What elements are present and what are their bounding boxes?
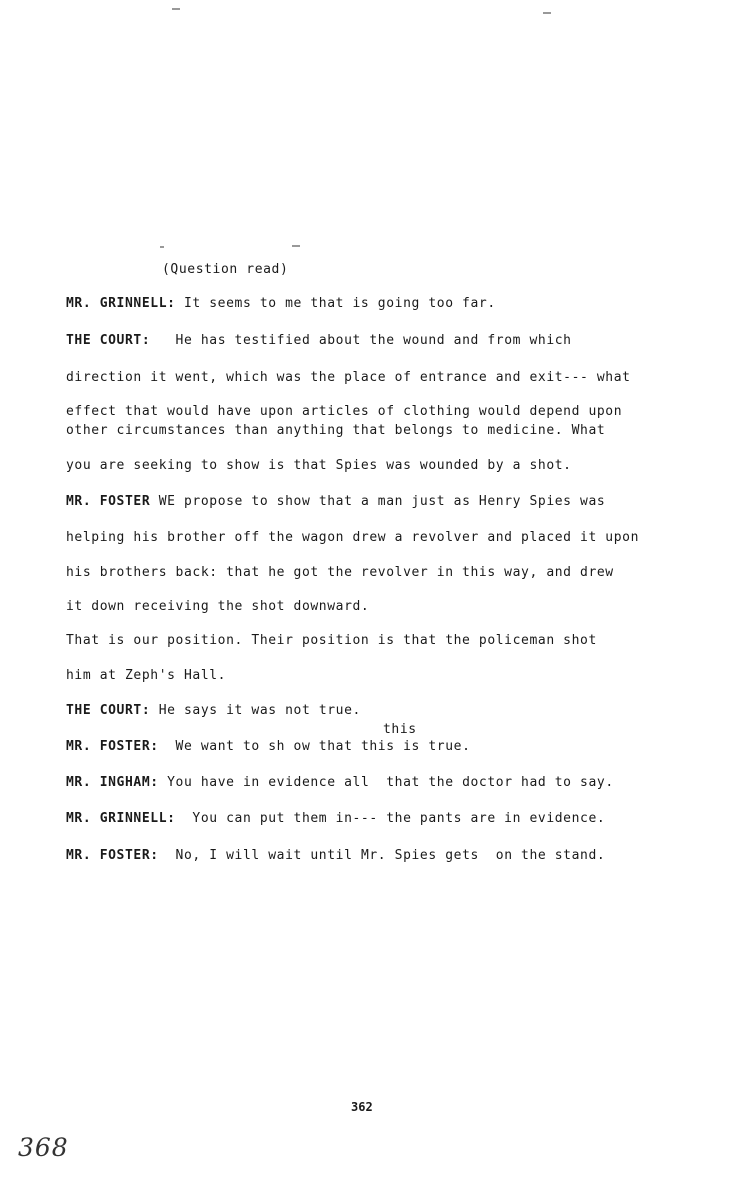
utterance-text: You have in evidence all that the doctor had to say.	[158, 775, 614, 790]
scan-speck	[292, 245, 300, 247]
speaker-label: MR. INGHAM:	[66, 775, 159, 790]
question-read-note: (Question read)	[162, 262, 289, 277]
transcript-line	[66, 423, 605, 439]
scan-speck	[160, 246, 164, 248]
utterance-text: him at Zeph's Hall.	[66, 668, 227, 683]
transcript-line	[66, 811, 605, 827]
transcript-line	[66, 404, 622, 420]
utterance-text: WE propose to show that a man just as Henry Spies was	[150, 494, 606, 509]
speaker-label: MR. FOSTER:	[66, 848, 159, 863]
speaker-label: THE COURT:	[66, 703, 151, 718]
transcript-line	[66, 333, 572, 349]
transcript-line	[66, 775, 614, 791]
utterance-text: effect that would have upon articles of clothing would depend upon	[66, 404, 623, 419]
transcript-line	[66, 494, 605, 510]
utterance-text: You can put them in--- the pants are in evidence.	[175, 811, 606, 826]
utterance-text: We want to sh ow that this is true.	[158, 739, 471, 754]
transcript-line	[66, 848, 605, 864]
utterance-text: you are seeking to show is that Spies was wounded by a shot.	[66, 458, 572, 473]
utterance-text: It seems to me that is going too far.	[175, 296, 496, 311]
transcript-line	[66, 296, 496, 312]
transcript-line	[66, 370, 631, 386]
transcript-line	[66, 633, 597, 649]
handwritten-page-number: 368	[18, 1133, 69, 1162]
utterance-text: He says it was not true.	[150, 703, 361, 718]
utterance-text: No, I will wait until Mr. Spies gets on the stand.	[158, 848, 606, 863]
scan-speck	[543, 12, 551, 14]
handwritten-insertion: this	[383, 722, 417, 737]
utterance-text: his brothers back: that he got the revolver in this way, and drew	[66, 565, 614, 580]
utterance-text: He has testified about the wound and from which	[150, 333, 572, 348]
scan-speck	[172, 8, 180, 10]
transcript-line	[66, 458, 572, 474]
transcript-line	[66, 565, 614, 581]
utterance-text: direction it went, which was the place of entrance and exit--- what	[66, 370, 631, 385]
transcript-line	[66, 703, 361, 719]
speaker-label: MR. FOSTER:	[66, 739, 159, 754]
transcript-line	[66, 530, 639, 546]
speaker-label: MR. GRINNELL:	[66, 811, 176, 826]
page-number: 362	[351, 1100, 373, 1114]
transcript-line	[66, 599, 369, 615]
speaker-label: THE COURT:	[66, 333, 151, 348]
speaker-label: MR. FOSTER	[66, 494, 151, 509]
transcript-line	[66, 668, 226, 684]
utterance-text: helping his brother off the wagon drew a revolver and placed it upon	[66, 530, 640, 545]
utterance-text: other circumstances than anything that belongs to medicine. What	[66, 423, 606, 438]
speaker-label: MR. GRINNELL:	[66, 296, 176, 311]
utterance-text: That is our position. Their position is that the policeman shot	[66, 633, 597, 648]
utterance-text: it down receiving the shot downward.	[66, 599, 370, 614]
transcript-line	[66, 739, 471, 755]
